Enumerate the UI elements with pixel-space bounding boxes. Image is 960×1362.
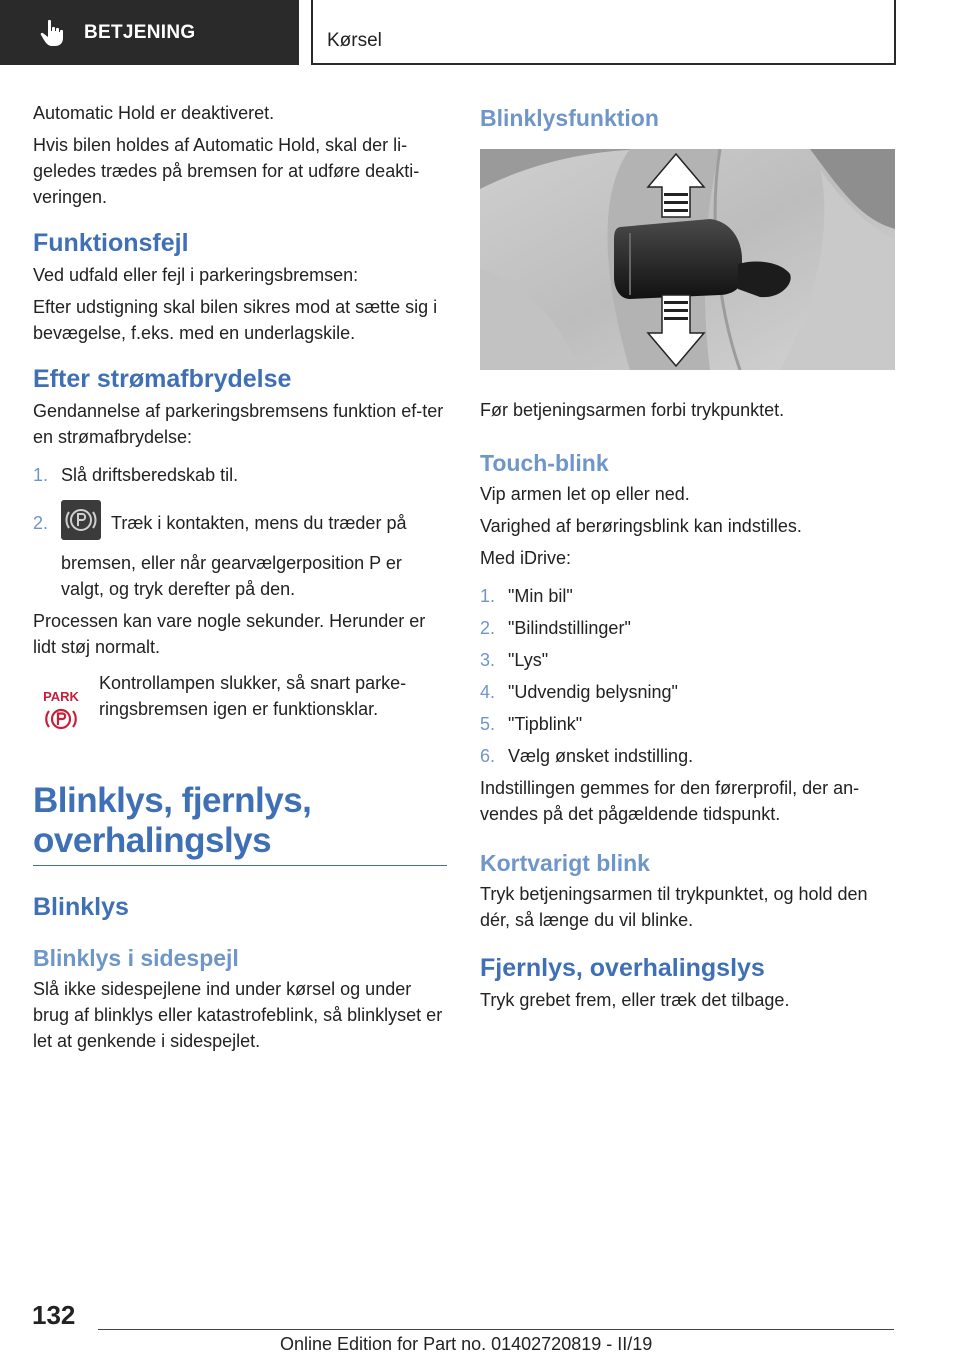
heading-fjernlys-overhalingslys: Fjernlys, overhalingslys [480,954,765,982]
step-text: "Udvendig belysning" [508,682,678,702]
heading-blinklysfunktion: Blinklysfunktion [480,105,659,131]
paragraph: Før betjeningsarmen forbi trykpunktet. [480,400,785,420]
parking-brake-button-icon [61,500,101,540]
footer-edition: Online Edition for Part no. 01402720819 - II/19 [280,1334,653,1354]
paragraph: Gendannelse af parkeringsbremsens funktion ef-ter en strømafbrydelse: [33,401,444,447]
idrive-steps-list [480,583,896,769]
step-number: 5. [480,714,496,734]
step-text: "Tipblink" [508,714,583,734]
right-column [480,100,896,1019]
paragraph: Slå ikke sidespejlene ind under kørsel og under brug af blinklys eller katastrofeblink, så blinklyset er let at genkende i sidespejlet. [33,979,443,1051]
list-item [480,711,896,737]
left-column [33,100,447,1060]
paragraph: Efter udstigning skal bilen sikres mod at sætte sig i bevægelse, f.eks. med en underlagskile. [33,297,438,343]
header-chapter-box [311,0,896,65]
step-number: 6. [480,746,496,766]
turn-signal-lever-illustration [480,149,895,370]
step-number: 2. [480,618,496,638]
chapter-heading: Blinklys, fjernlys, overhalingslys [33,781,447,866]
header-chapter-label: Kørsel [327,30,382,51]
list-item [480,647,896,673]
heading-funktionsfejl: Funktionsfejl [33,229,189,257]
park-warning-lamp-icon [41,688,81,732]
step-text: "Min bil" [508,586,573,606]
paragraph: Automatic Hold er deaktiveret. [33,103,275,123]
paragraph: Processen kan vare nogle sekunder. Herunder er lidt støj normalt. [33,611,426,657]
step-text: Træk i kontakten, mens du træder på bremsen, eller når gearvælgerposition P er valgt, og tryk derefter på den. [61,513,407,599]
footer-divider [98,1329,894,1330]
list-item [480,679,896,705]
hand-pointer-icon [40,19,66,47]
paragraph: Hvis bilen holdes af Automatic Hold, skal der li-geledes trædes på bremsen for at udføre deakti-veringen. [33,135,420,207]
step-text: Vælg ønsket indstilling. [508,746,694,766]
step-number: 2. [33,513,49,533]
step-number: 3. [480,650,496,670]
list-item [480,583,896,609]
park-lamp-label: PARK [43,689,79,704]
paragraph: Tryk betjeningsarmen til trykpunktet, og hold den dér, så længe du vil blinke. [480,884,868,930]
step-text: "Lys" [508,650,549,670]
step-number: 4. [480,682,496,702]
heading-touch-blink: Touch-blink [480,450,609,476]
paragraph: Vip armen let op eller ned. [480,484,690,504]
step-text: Slå driftsberedskab til. [61,465,239,485]
step-number: 1. [33,465,49,485]
step-text: "Bilindstillinger" [508,618,631,638]
paragraph: Med iDrive: [480,548,572,568]
step-number: 1. [480,586,496,606]
list-item [480,743,896,769]
heading-kortvarigt-blink: Kortvarigt blink [480,850,650,876]
heading-blinklys-sidespejl: Blinklys i sidespejl [33,945,239,971]
paragraph: Tryk grebet frem, eller træk det tilbage. [480,990,790,1010]
heading-blinklys: Blinklys [33,893,129,921]
paragraph: Indstillingen gemmes for den førerprofil, der an-vendes på det pågældende tidspunkt. [480,778,860,824]
heading-efter-stromafbrydelse: Efter strømafbrydelse [33,365,292,393]
park-indicator-note [33,674,447,737]
header-section-tab [0,0,299,65]
paragraph: Ved udfald eller fejl i parkeringsbremsen: [33,265,359,285]
list-item [480,615,896,641]
park-note-text: Kontrollampen slukker, så snart parke-ringsbremsen igen er funktionsklar. [99,673,407,719]
header-section-label: BETJENING [84,21,196,43]
list-item [33,510,447,602]
paragraph: Varighed af berøringsblink kan indstilles. [480,516,802,536]
page-number: 132 [32,1300,76,1330]
list-item [33,462,447,488]
steps-list [33,462,447,602]
